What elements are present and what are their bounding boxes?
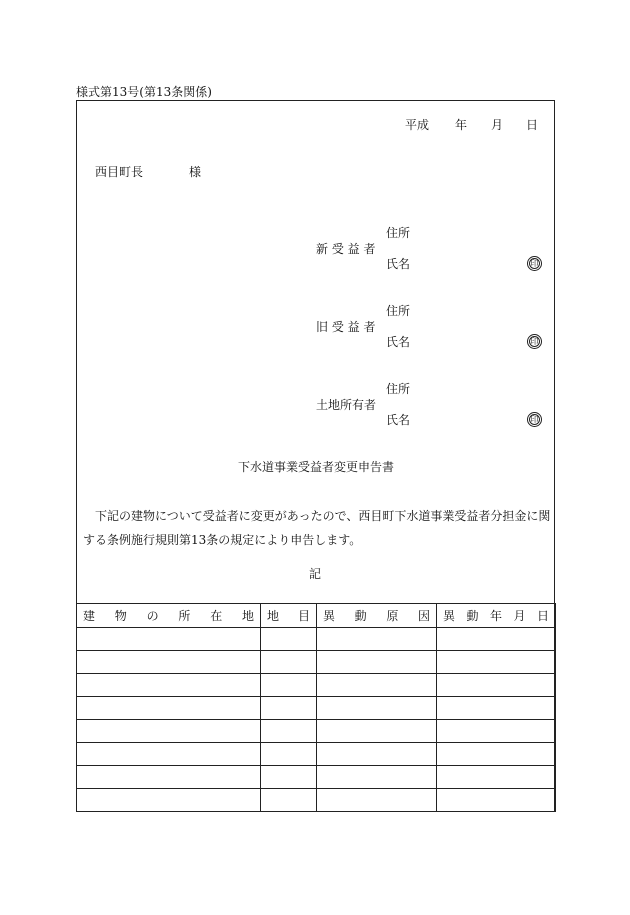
header-char: 異 [443, 609, 456, 623]
addressee-name: 西目町長 [95, 165, 144, 179]
header-chars [437, 607, 555, 624]
table-cell[interactable] [437, 743, 556, 766]
header-change-cause [317, 604, 437, 628]
table-cell[interactable] [261, 720, 317, 743]
date-era: 平成 [405, 118, 430, 132]
table-cell[interactable] [77, 674, 261, 697]
table-row [77, 720, 556, 743]
table-row [77, 789, 556, 812]
seal-icon: 印 [527, 334, 542, 349]
seal-icon: 印 [527, 412, 542, 427]
table-cell[interactable] [261, 651, 317, 674]
table-cell[interactable] [77, 628, 261, 651]
table-header-row [77, 604, 556, 628]
table-cell[interactable] [77, 743, 261, 766]
header-char: 異 [323, 609, 336, 623]
party-name-label: 氏名 [386, 413, 411, 427]
table-row [77, 628, 556, 651]
header-char: 月 [513, 609, 526, 623]
table-cell[interactable] [437, 674, 556, 697]
date-day: 日 [526, 118, 539, 132]
party-address-label: 住所 [386, 226, 411, 240]
table-cell[interactable] [77, 789, 261, 812]
table-row [77, 651, 556, 674]
table-cell[interactable] [261, 697, 317, 720]
form-number-label: 様式第13号(第13条関係) [76, 85, 212, 99]
table-cell[interactable] [317, 720, 437, 743]
header-char: 年 [489, 609, 502, 623]
records-table [76, 603, 556, 812]
party-role: 新 受 益 者 [316, 242, 376, 256]
header-char: 在 [210, 609, 223, 623]
header-char: 目 [297, 609, 310, 623]
header-building-location [77, 604, 261, 628]
date-month: 月 [491, 118, 504, 132]
table-cell[interactable] [261, 766, 317, 789]
table-cell[interactable] [317, 628, 437, 651]
header-char: 原 [386, 609, 399, 623]
header-char: 物 [114, 609, 127, 623]
seal-icon: 印 [527, 256, 542, 271]
table-cell[interactable] [437, 697, 556, 720]
party-address-label: 住所 [386, 304, 411, 318]
addressee-honorific: 様 [189, 165, 202, 179]
header-char: 所 [178, 609, 191, 623]
body-paragraph: 下記の建物について受益者に変更があったので、西目町下水道事業受益者分担金に関する条例施行規則第13条の規定により申告します。 [83, 509, 551, 547]
document-title: 下水道事業受益者変更申告書 [238, 460, 395, 474]
table-cell[interactable] [261, 789, 317, 812]
party-name-label: 氏名 [386, 335, 411, 349]
table-cell[interactable] [437, 628, 556, 651]
header-char: 動 [466, 609, 479, 623]
table-cell[interactable] [77, 651, 261, 674]
table-cell[interactable] [317, 766, 437, 789]
date-year: 年 [455, 118, 468, 132]
header-char: 動 [354, 609, 367, 623]
table-cell[interactable] [77, 720, 261, 743]
table-row [77, 743, 556, 766]
table-cell[interactable] [317, 651, 437, 674]
table-row [77, 766, 556, 789]
table-cell[interactable] [437, 651, 556, 674]
header-char: の [146, 609, 159, 623]
header-chars [261, 607, 316, 624]
header-char: 因 [417, 609, 430, 623]
table-row [77, 697, 556, 720]
table-row [77, 674, 556, 697]
party-address-label: 住所 [386, 382, 411, 396]
header-char: 地 [267, 609, 280, 623]
table-cell[interactable] [317, 674, 437, 697]
table-cell[interactable] [261, 674, 317, 697]
header-change-date [437, 604, 556, 628]
table-cell[interactable] [317, 789, 437, 812]
table-cell[interactable] [317, 743, 437, 766]
header-chars [77, 607, 260, 624]
table-cell[interactable] [77, 766, 261, 789]
header-char: 建 [83, 609, 96, 623]
party-name-label: 氏名 [386, 257, 411, 271]
header-chars [317, 607, 436, 624]
table-cell[interactable] [437, 789, 556, 812]
table-cell[interactable] [437, 720, 556, 743]
table-cell[interactable] [317, 697, 437, 720]
table-cell[interactable] [261, 743, 317, 766]
party-role: 土地所有者 [316, 398, 377, 412]
table-cell[interactable] [261, 628, 317, 651]
party-role: 旧 受 益 者 [316, 320, 376, 334]
header-char: 日 [536, 609, 549, 623]
ki-label: 記 [309, 567, 322, 581]
header-land-category [261, 604, 317, 628]
table-cell[interactable] [77, 697, 261, 720]
header-char: 地 [241, 609, 254, 623]
table-cell[interactable] [437, 766, 556, 789]
